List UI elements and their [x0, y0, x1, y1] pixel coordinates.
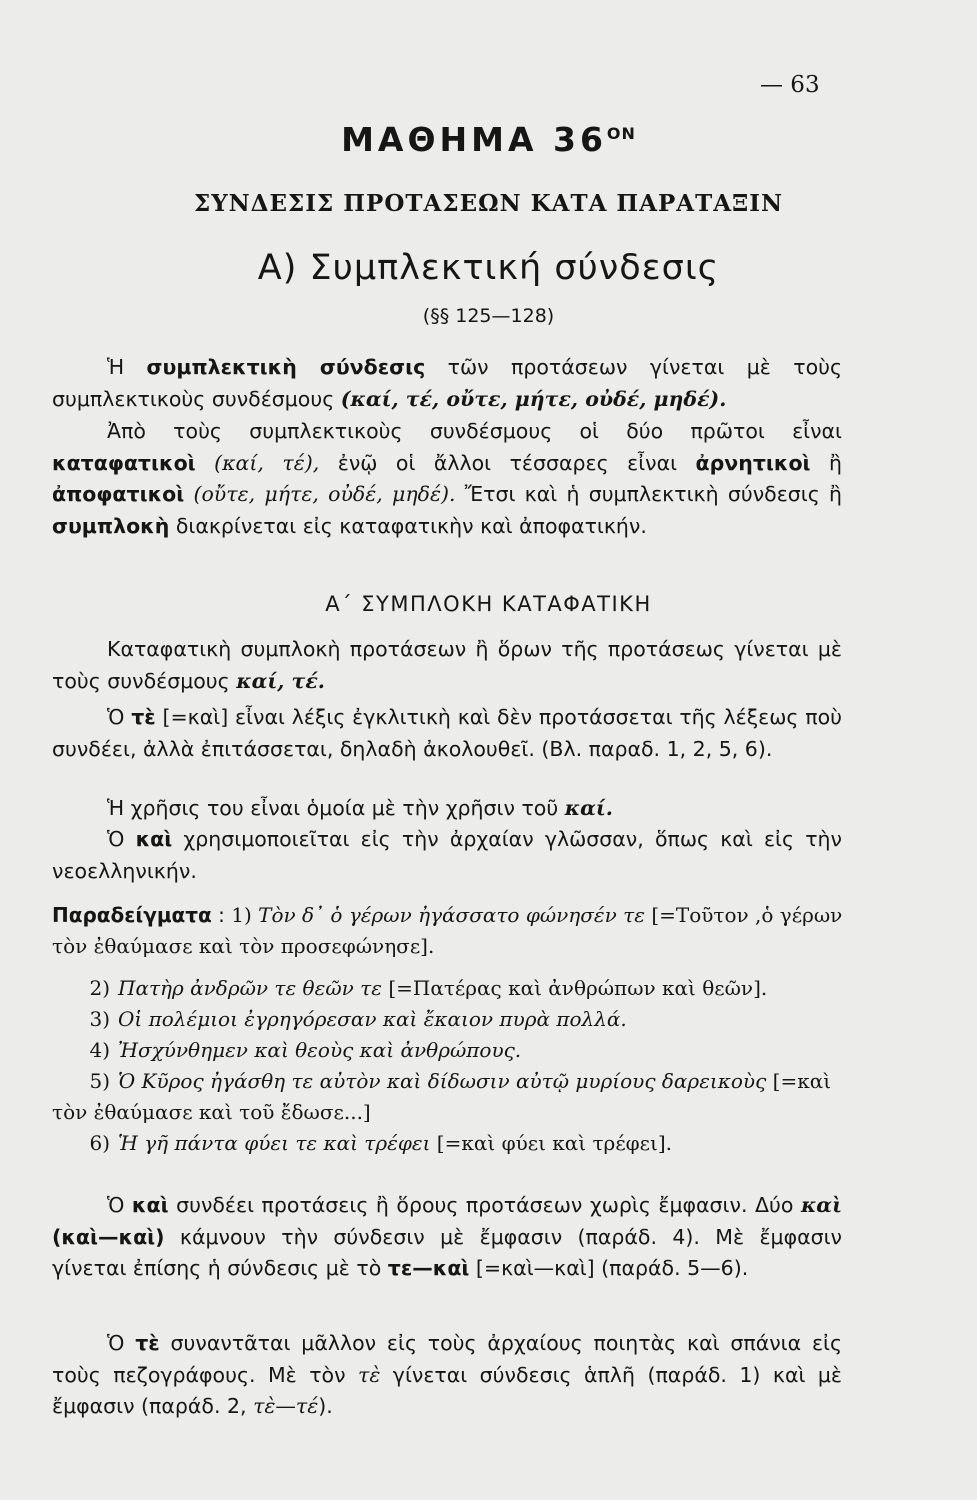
- term: τε—καὶ: [387, 1256, 470, 1280]
- text-run: συναντᾶται μᾶλλον εἰς τοὺς ἀρχαίους ποιητὰς καὶ σπάνια εἰς τοὺς πεζογράφους. Μὲ τὸν: [52, 1331, 842, 1387]
- lesson-title: [0, 120, 977, 159]
- text-run: Ὁ: [107, 827, 136, 851]
- term: καὶ: [131, 1193, 169, 1217]
- conjunction-list: καί, τέ.: [236, 668, 325, 693]
- example-item: [52, 1004, 852, 1035]
- conjunction-list: (οὔτε, μήτε, οὐδέ, μηδέ).: [184, 482, 456, 506]
- text-run: γίνεται σύνδεσις ἁπλῆ (παράδ. 1) καὶ μὲ ἔμφασιν (παράδ. 2,: [52, 1362, 842, 1418]
- term: καὶ: [135, 827, 173, 851]
- body-paragraph-1: [52, 634, 842, 697]
- term: καὶ: [800, 1193, 842, 1217]
- term: τὲ: [131, 705, 156, 729]
- term: τὲ: [358, 1362, 381, 1387]
- example-item: [52, 1128, 852, 1159]
- text-run: [=καὶ—καὶ] (παράδ. 5—6).: [469, 1256, 749, 1280]
- page-number: — 63: [760, 72, 820, 98]
- text-run: Ἔτσι καὶ ἡ συμπλεκτικὴ σύνδεσις ἢ: [455, 482, 842, 506]
- term: (καὶ—καὶ): [52, 1224, 165, 1249]
- body-paragraph-2: [52, 702, 842, 765]
- text-run: Ὁ: [107, 1193, 132, 1217]
- conjunction-list: (καί, τέ),: [195, 450, 320, 475]
- example-number: 6): [89, 1131, 110, 1155]
- example-item: [52, 1066, 852, 1128]
- example-item: [52, 900, 852, 962]
- term: συμπλοκὴ: [52, 513, 170, 538]
- examples-list: [52, 900, 852, 1159]
- term: ἀποφατικοὶ: [52, 482, 185, 506]
- text-run: κάμνουν τὴν σύνδεσιν μὲ ἔμφασιν (παράδ. 4). Μὲ ἔμφασιν γίνεται ἐπίσης ἡ σύνδεσις μὲ τὸ: [52, 1224, 842, 1280]
- text-run: Καταφατικὴ συμπλοκὴ προτάσεων ἢ ὅρων τῆς προτάσεως γίνεται μὲ τοὺς συνδέσμους: [52, 637, 842, 693]
- text-run: τῶν προτάσεων γίνεται μὲ τοὺς συμπλεκτικοὺς συνδέσμους: [52, 355, 843, 411]
- example-greek: Ὁ Κῦρος ἠγάσθη τε αὐτὸν καὶ δίδωσιν αὐτῷ μυρίους δαρεικοὺς: [118, 1069, 767, 1093]
- paragraph-references: (§§ 125—128): [422, 305, 555, 327]
- note-paragraph-1: [52, 1190, 842, 1285]
- text-run: Ἡ: [107, 355, 147, 379]
- conjunction-list: (καί, τέ, οὔτε, μήτε, οὐδέ, μηδέ).: [340, 386, 727, 411]
- body-paragraph-3: [52, 793, 842, 825]
- term: καί.: [564, 796, 613, 820]
- example-greek: Ἠσχύνθημεν καὶ θεοὺς καὶ ἀνθρώπους.: [118, 1038, 522, 1062]
- text-run: Ἡ χρῆσις του εἶναι ὁμοία μὲ τὴν χρῆσιν τοῦ: [107, 796, 565, 820]
- text-run: χρησιμοποιεῖται εἰς τὴν ἀρχαίαν γλῶσσαν, ὅπως καὶ εἰς τὴν νεοελληνικήν.: [52, 827, 842, 883]
- term: συμπλεκτικὴ σύνδεσις: [146, 355, 426, 379]
- example-translation: [=καὶ τὸν ἐθαύμασε καὶ τοῦ ἔδωσε...]: [52, 1069, 832, 1124]
- note-paragraph-2: [52, 1328, 842, 1423]
- term: τὲ: [135, 1331, 160, 1355]
- text-run: ἐνῷ οἱ ἄλλοι τέσσαρες εἶναι: [319, 450, 696, 475]
- example-number: 3): [89, 1007, 110, 1031]
- body-paragraph-4: [52, 824, 842, 887]
- example-greek: Οἱ πολέμιοι ἐγρηγόρεσαν καὶ ἔκαιον πυρὰ πολλά.: [118, 1007, 627, 1031]
- heading-affirmative-coordination: Α΄ ΣΥΜΠΛΟΚΗ ΚΑΤΑΦΑΤΙΚΗ: [325, 592, 652, 616]
- term: ἀρνητικοὶ: [695, 450, 811, 475]
- text-run: [=καὶ] εἶναι λέξις ἐγκλιτικὴ καὶ δὲν προτάσσεται τῆς λέξεως ποὺ συνδέει, ἀλλὰ ἐπιτάσσεται, δηλαδὴ ἀκολουθεῖ. (Βλ. παραδ. 1, 2, 5, 6).: [52, 705, 842, 761]
- example-item: [52, 973, 852, 1004]
- text-run: Ὁ: [107, 1331, 136, 1355]
- example-number: 5): [89, 1069, 110, 1093]
- section-title: Α) Συμπλεκτική σύνδεσις: [257, 248, 720, 288]
- lesson-title-suffix: ΟΝ: [606, 124, 636, 143]
- text-run: :: [211, 903, 232, 927]
- text-run: Ὁ: [107, 705, 132, 729]
- example-greek: Ἡ γῆ πάντα φύει τε καὶ τρέφει: [118, 1131, 431, 1155]
- term: καταφατικοὶ: [52, 450, 196, 475]
- example-number: 4): [89, 1038, 110, 1062]
- text-run: Ἀπὸ τοὺς συμπλεκτικοὺς συνδέσμους οἱ δύο πρῶτοι εἶναι: [107, 419, 842, 443]
- text-run: διακρίνεται εἰς καταφατικὴν καὶ ἀποφατικήν.: [169, 513, 647, 538]
- examples-label: Παραδείγματα: [52, 903, 212, 927]
- example-translation: [=καὶ φύει καὶ τρέφει].: [436, 1131, 673, 1155]
- example-item: [52, 1035, 852, 1066]
- example-number: 1): [231, 903, 252, 927]
- example-greek: Πατὴρ ἀνδρῶν τε θεῶν τε: [118, 976, 382, 1000]
- text-run: ).: [318, 1394, 333, 1418]
- text-run: ἢ: [810, 450, 842, 475]
- term: τὲ—τέ: [253, 1394, 319, 1418]
- example-number: 2): [89, 976, 110, 1000]
- example-translation: [=Πατέρας καὶ ἀνθρώπων καὶ θεῶν].: [388, 976, 768, 1000]
- intro-paragraph-2: [52, 416, 842, 542]
- intro-paragraph-1: [52, 352, 842, 415]
- chapter-subtitle: ΣΥΝΔΕΣΙΣ ΠΡΟΤΑΣΕΩΝ ΚΑΤΑ ΠΑΡΑΤΑΞΙΝ: [193, 190, 784, 217]
- lesson-title-text: ΜΑΘΗΜΑ 36: [341, 120, 607, 159]
- text-run: συνδέει προτάσεις ἢ ὅρους προτάσεων χωρὶς ἔμφασιν. Δύο: [168, 1193, 801, 1217]
- example-translation: [=Τοῦτον ,ὁ γέρων τὸν ἐθαύμασε καὶ τὸν προσεφώνησε].: [52, 903, 843, 958]
- example-greek: Τὸν δ᾽ ὁ γέρων ἠγάσσατο φώνησέν τε: [258, 903, 645, 927]
